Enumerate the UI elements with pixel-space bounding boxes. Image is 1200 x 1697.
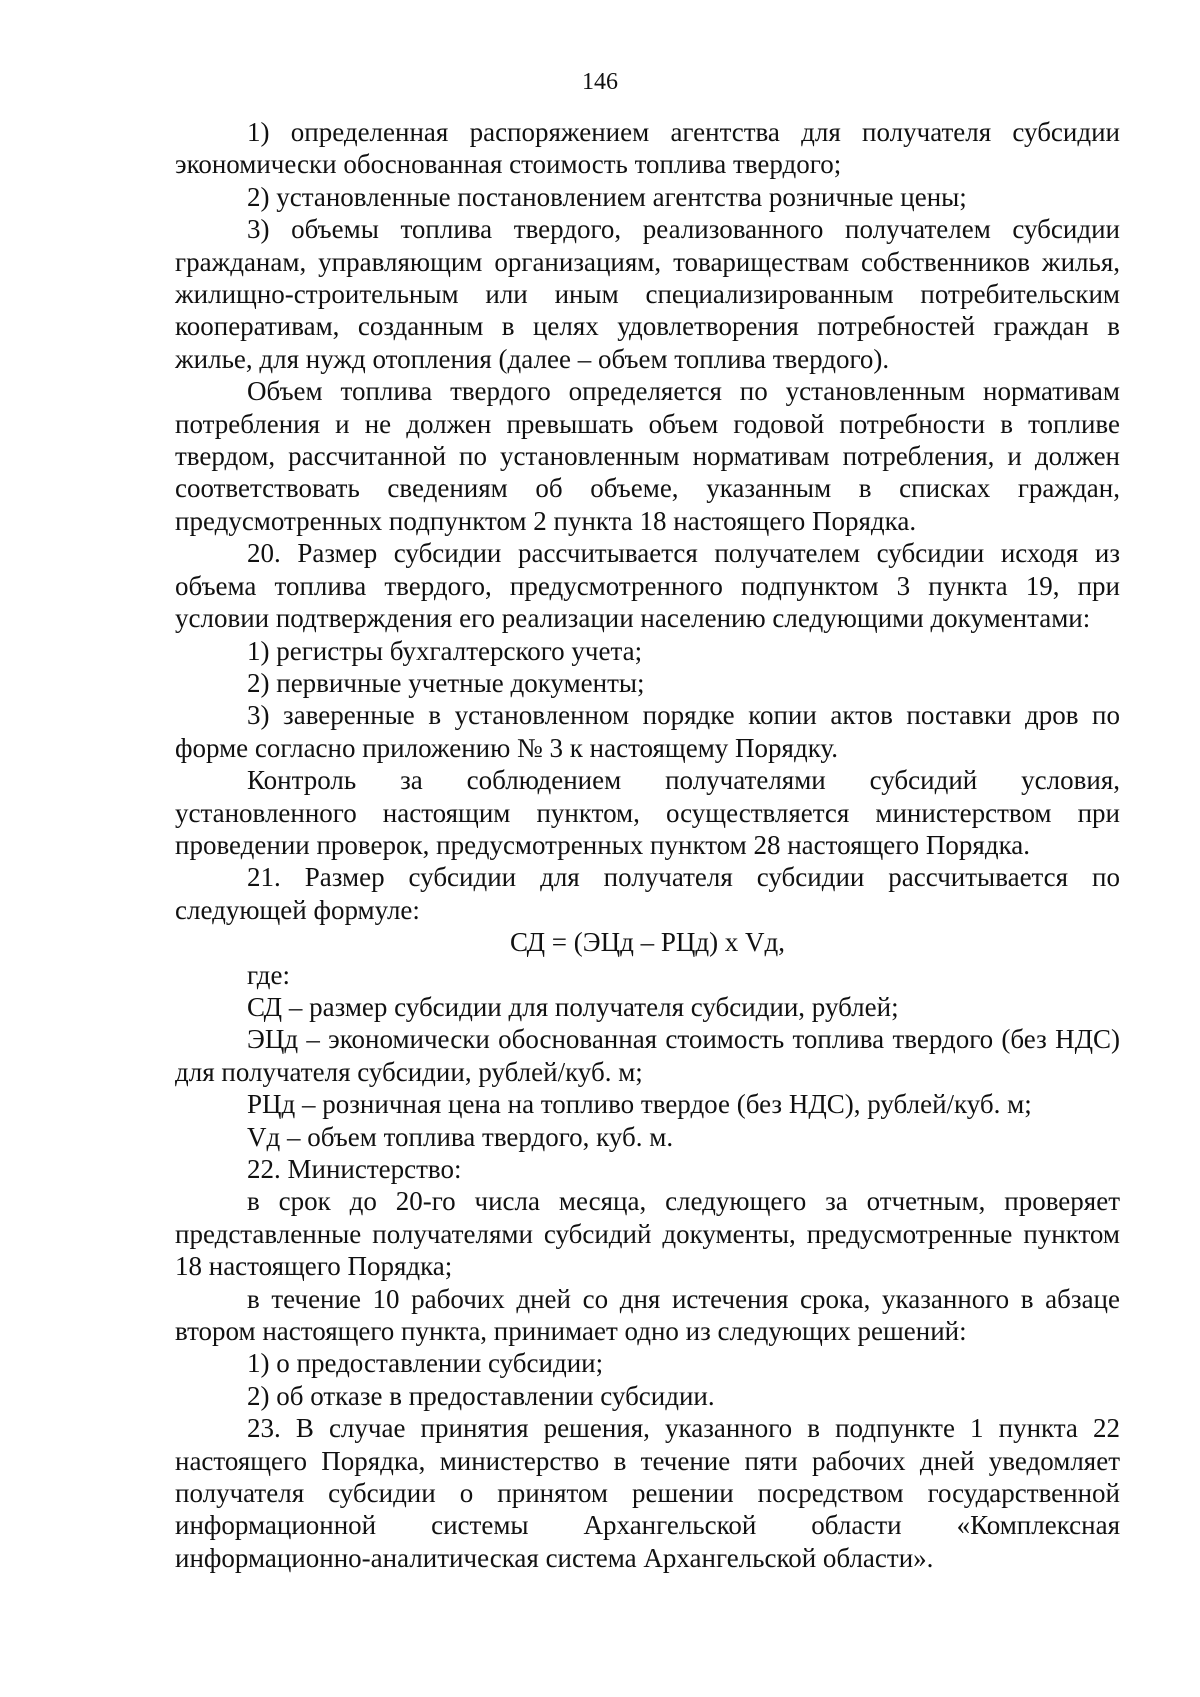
page-number: 146 — [582, 69, 618, 95]
paragraph: 2) об отказе в предоставлении субсидии. — [247, 1380, 715, 1411]
paragraph: 21. Размер субсидии для получателя субсидии рассчитывается по следующей формуле: — [175, 862, 1120, 925]
paragraph: ЭЦд – экономически обоснованная стоимость топлива твердого (без НДС) для получателя субсидии, рублей/куб. м; — [175, 1024, 1120, 1087]
paragraph: 20. Размер субсидии рассчитывается получателем субсидии исходя из объема топлива твердого, предусмотренного подпунктом 3 пункта 19, при условии подтверждения его реализации населению следующими документами: — [175, 538, 1120, 634]
paragraph: в течение 10 рабочих дней со дня истечения срока, указанного в абзаце втором настоящего пункта, принимает одно из следующих решений: — [175, 1283, 1120, 1347]
paragraph: РЦд – розничная цена на топливо твердое (без НДС), рублей/куб. м; — [247, 1089, 1032, 1120]
paragraph: 1) о предоставлении субсидии; — [247, 1348, 604, 1379]
paragraph: в срок до 20-го числа месяца, следующего за отчетным, проверяет представленные получателями субсидий документы, предусмотренные пунктом 18 настоящего Порядка; — [175, 1186, 1120, 1282]
paragraph: 3) заверенные в установленном порядке копии актов поставки дров по форме согласно приложению № 3 к настоящему Порядку. — [175, 700, 1120, 763]
paragraph: 2) установленные постановлением агентства розничные цены; — [247, 181, 967, 212]
document-body — [175, 116, 1120, 1574]
paragraph: СД – размер субсидии для получателя субсидии, рублей; — [247, 991, 899, 1022]
paragraph: 23. В случае принятия решения, указанного в подпункте 1 пункта 22 настоящего Порядка, министерство в течение пяти рабочих дней уведомляет получателя субсидии о принятом решении посредством государственной информационной системы Архангельской области «Комплексная информационно-аналитическая система Архангельской области». — [175, 1413, 1120, 1573]
formula: СД = (ЭЦд – РЦд) х Vд, — [509, 927, 786, 958]
paragraph: Контроль за соблюдением получателями субсидий условия, установленного настоящим пунктом, осуществляется министерством при проведении проверок, предусмотренных пунктом 28 настоящего Порядка. — [175, 765, 1120, 860]
paragraph: 3) объемы топлива твердого, реализованного получателем субсидии гражданам, управляющим организациям, товариществам собственников жилья, жилищно-строительным или иным специализированным потребительским кооперативам, созданным в целях удовлетворения потребностей граждан в жилье, для нужд отопления (далее – объем топлива твердого). — [175, 214, 1120, 374]
paragraph: 2) первичные учетные документы; — [247, 667, 645, 698]
paragraph: 1) регистры бухгалтерского учета; — [247, 635, 643, 666]
paragraph: Объем топлива твердого определяется по установленным нормативам потребления и не должен превышать объем годовой потребности в топливе твердом, рассчитанной по установленным нормативам потребления, и должен соответствовать сведениям об объеме, указанным в списках граждан, предусмотренных подпунктом 2 пункта 18 настоящего Порядка. — [175, 376, 1120, 536]
paragraph: 1) определенная распоряжением агентства для получателя субсидии экономически обоснованная стоимость топлива твердого; — [175, 117, 1120, 180]
paragraph: Vд – объем топлива твердого, куб. м. — [247, 1121, 674, 1152]
paragraph: 22. Министерство: — [247, 1154, 462, 1184]
paragraph: где: — [247, 959, 290, 990]
